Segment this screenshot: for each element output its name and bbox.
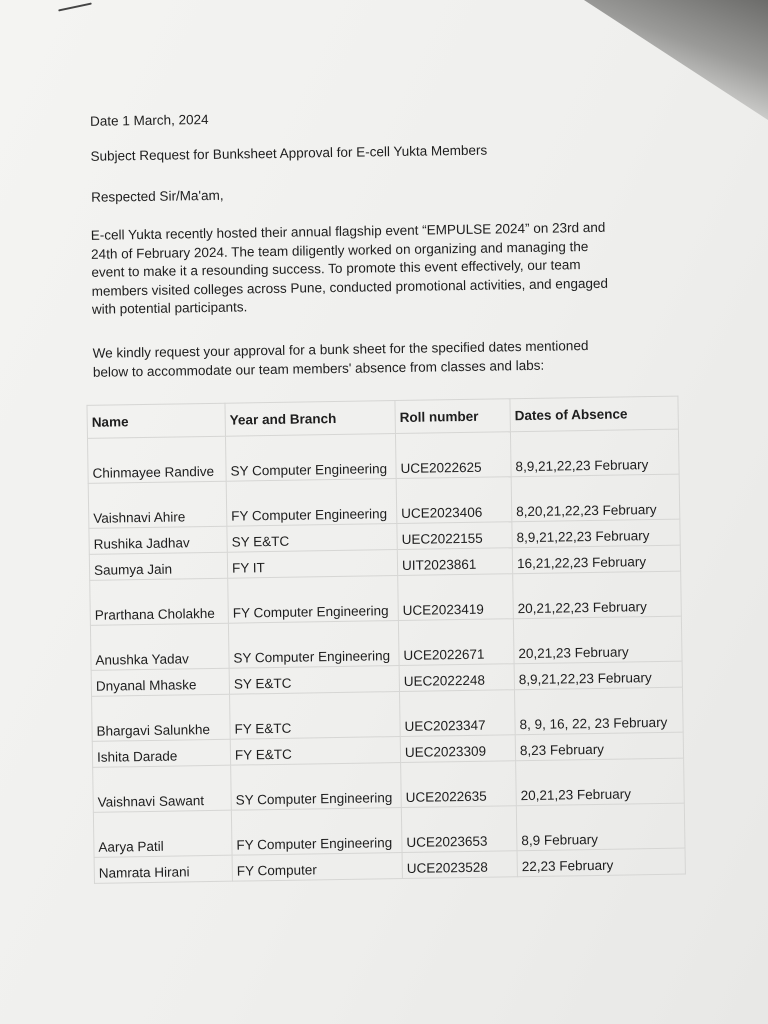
cell-name: Aarya Patil xyxy=(93,810,232,857)
cell-name: Vaishnavi Sawant xyxy=(93,765,232,812)
cell-name: Chinmayee Randive xyxy=(87,436,226,483)
paragraph-intro-line: with potential participants. xyxy=(91,299,248,317)
cell-roll-number: UEC2023347 xyxy=(400,690,516,737)
cell-name: Prarthana Cholakhe xyxy=(90,578,229,625)
cell-dates: 8,9,21,22,23 February xyxy=(510,429,679,477)
cell-dates: 20,21,22,23 February xyxy=(513,571,682,619)
table-body xyxy=(87,429,685,883)
cell-roll-number: UCE2023528 xyxy=(402,851,517,879)
salutation: Respected Sir/Ma'am, xyxy=(91,187,224,205)
absence-table xyxy=(86,396,685,884)
cell-roll-number: UEC2023309 xyxy=(400,735,515,763)
cell-year-branch: FY Computer Engineering xyxy=(231,808,402,856)
cell-dates: 8,23 February xyxy=(515,732,683,761)
header-name: Name xyxy=(87,403,226,438)
cell-dates: 8,9,21,22,23 February xyxy=(512,519,680,548)
cell-dates: 22,23 February xyxy=(517,848,685,877)
header-dates: Dates of Absence xyxy=(510,396,678,432)
cell-roll-number: UCE2023653 xyxy=(401,806,517,853)
cell-year-branch: SY Computer Engineering xyxy=(228,621,399,669)
cell-name: Rushika Jadhav xyxy=(89,526,227,554)
paragraph-request-line: below to accommodate our team members' absence from classes and labs: xyxy=(92,357,545,380)
date-line: Date 1 March, 2024 xyxy=(89,111,209,129)
cell-roll-number: UCE2022635 xyxy=(401,761,517,808)
cell-year-branch: FY E&TC xyxy=(230,692,401,740)
header-roll-number: Roll number xyxy=(395,399,511,434)
cell-name: Anushka Yadav xyxy=(90,623,229,670)
cell-name: Namrata Hirani xyxy=(94,855,232,883)
cell-dates: 20,21,23 February xyxy=(516,758,685,806)
cell-year-branch: FY Computer Engineering xyxy=(228,576,399,624)
cell-roll-number: UEC2022155 xyxy=(397,522,512,550)
cell-year-branch: FY IT xyxy=(227,550,397,579)
subject-line: Subject Request for Bunksheet Approval for E-cell Yukta Members xyxy=(90,142,488,164)
cell-year-branch: SY E&TC xyxy=(229,666,399,695)
cell-dates: 8, 9, 16, 22, 23 February xyxy=(514,687,683,735)
paragraph-intro xyxy=(91,218,682,320)
cell-name: Vaishnavi Ahire xyxy=(88,481,227,528)
cell-year-branch: SY Computer Engineering xyxy=(231,763,402,811)
cell-year-branch: SY E&TC xyxy=(227,524,397,553)
cell-roll-number: UCE2022671 xyxy=(398,619,514,666)
cell-roll-number: UIT2023861 xyxy=(397,548,512,576)
cell-year-branch: FY E&TC xyxy=(230,737,400,766)
cell-roll-number: UCE2023406 xyxy=(396,477,512,524)
paragraph-intro-line: E-cell Yukta recently hosted their annual flagship event “EMPULSE 2024” on 23rd and xyxy=(90,219,606,243)
paragraph-request xyxy=(93,336,684,382)
header-year-branch: Year and Branch xyxy=(225,401,395,437)
cell-year-branch: FY Computer xyxy=(232,853,402,882)
paragraph-intro-line: 24th of February 2024. The team diligently worked on organizing and managing the xyxy=(90,238,589,262)
cell-dates: 8,9 February xyxy=(516,803,685,851)
cell-name: Ishita Darade xyxy=(92,739,230,767)
cell-name: Bhargavi Salunkhe xyxy=(92,694,231,741)
paragraph-request-line: We kindly request your approval for a bunk sheet for the specified dates mentioned xyxy=(92,338,589,361)
paragraph-intro-line: event to make it a resounding success. To promote this event effectively, our team xyxy=(91,257,581,280)
cell-year-branch: FY Computer Engineering xyxy=(226,479,397,527)
cell-roll-number: UEC2022248 xyxy=(399,664,514,692)
paragraph-intro-line: members visited colleges across Pune, conducted promotional activities, and engaged xyxy=(91,275,609,299)
cell-dates: 16,21,22,23 February xyxy=(512,545,680,574)
cell-year-branch: SY Computer Engineering xyxy=(225,434,396,482)
cell-dates: 20,21,23 February xyxy=(513,616,682,664)
cell-name: Dnyanal Mhaske xyxy=(91,668,229,696)
cell-name: Saumya Jain xyxy=(89,552,227,580)
cell-dates: 8,9,21,22,23 February xyxy=(514,661,682,690)
cell-roll-number: UCE2023419 xyxy=(398,574,514,621)
cell-roll-number: UCE2022625 xyxy=(395,432,511,479)
cell-dates: 8,20,21,22,23 February xyxy=(511,474,680,522)
